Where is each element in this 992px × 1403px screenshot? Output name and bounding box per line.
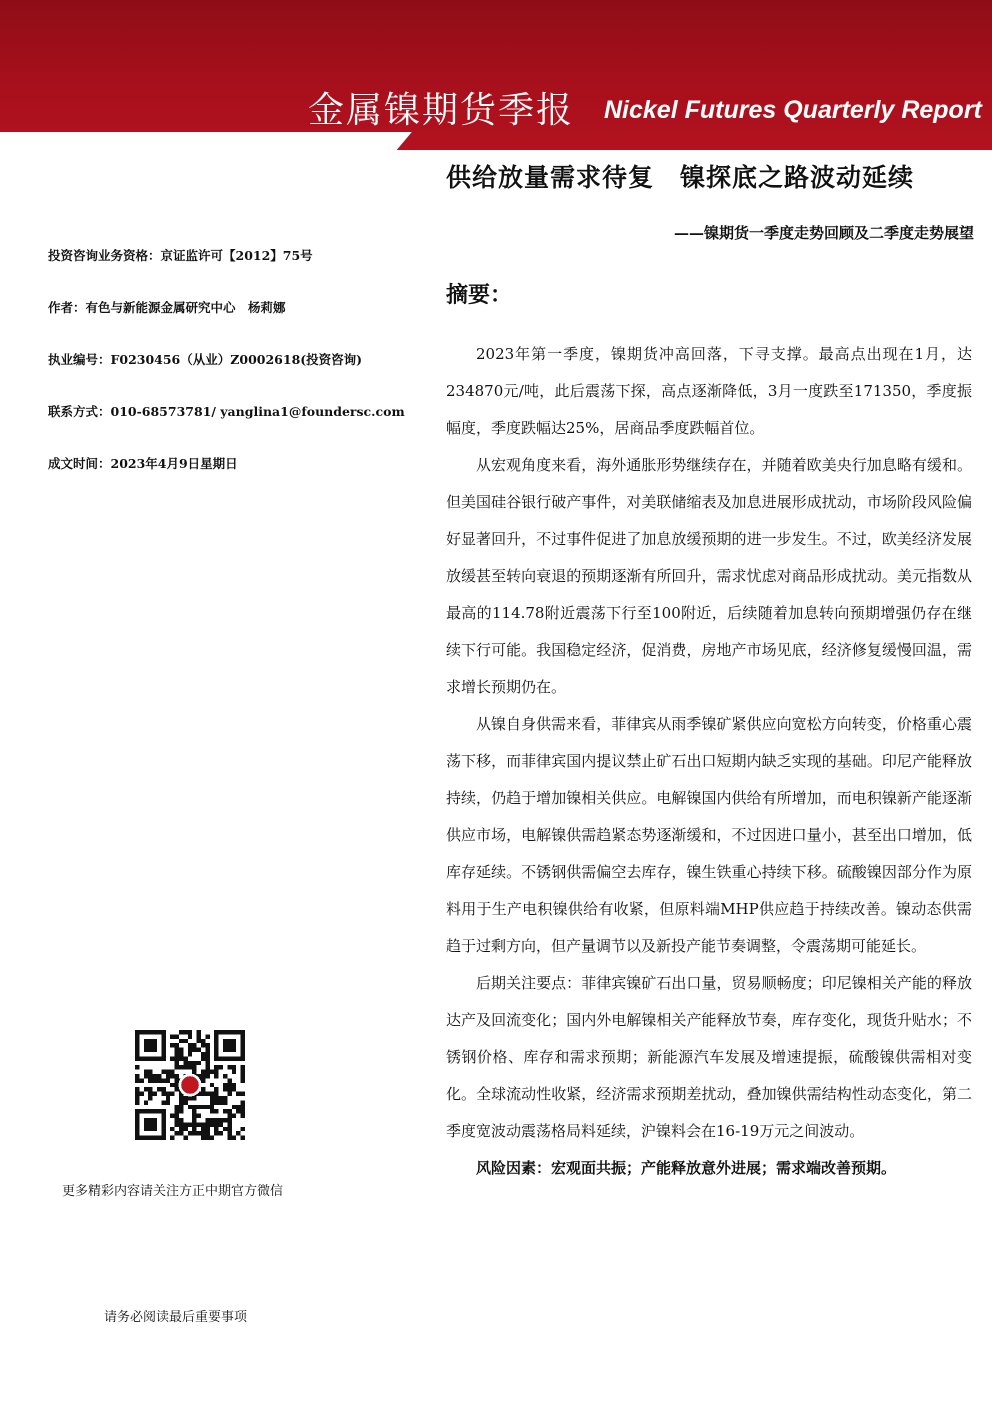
qr-module — [236, 1105, 240, 1109]
qr-module — [241, 1127, 245, 1131]
qr-module — [179, 1048, 183, 1052]
report-title-cn: 金属镍期货季报 — [308, 90, 575, 131]
qr-module — [175, 1078, 179, 1082]
qr-module — [219, 1100, 223, 1104]
qr-module — [170, 1136, 174, 1140]
qr-module — [223, 1100, 227, 1104]
qr-module — [201, 1043, 205, 1047]
qr-module — [210, 1096, 214, 1100]
qr-module — [241, 1092, 245, 1096]
qr-module — [236, 1131, 240, 1135]
qr-module — [197, 1114, 201, 1118]
summary-paragraph: 2023年第一季度，镍期货冲高回落，下寻支撑。最高点出现在1月，达234870元/吨，此后震荡下探，高点逐渐降低，3月一度跌至171350，季度振幅度，季度跌幅达25%，居商品季度跌幅首位。 — [446, 345, 972, 437]
qr-module — [183, 1122, 187, 1126]
qr-module — [227, 1087, 231, 1091]
qr-module — [205, 1092, 209, 1096]
qr-module — [183, 1136, 187, 1140]
banner-decoration — [0, 132, 412, 158]
qr-module — [201, 1070, 205, 1074]
qr-module — [201, 1122, 205, 1126]
qr-module — [192, 1061, 196, 1065]
qr-module — [170, 1083, 174, 1087]
qr-module — [157, 1078, 161, 1082]
qr-module — [175, 1131, 179, 1135]
qr-module — [205, 1034, 209, 1038]
qr-module — [175, 1048, 179, 1052]
qr-module — [227, 1092, 231, 1096]
qr-module — [232, 1114, 236, 1118]
qr-module — [205, 1048, 209, 1052]
qr-module — [197, 1131, 201, 1135]
qr-module — [241, 1070, 245, 1074]
qr-caption: 更多精彩内容请关注方正中期官方微信 — [62, 1184, 284, 1199]
qr-module — [153, 1078, 157, 1082]
qr-module — [205, 1136, 209, 1140]
qr-module — [161, 1078, 165, 1082]
qr-module — [201, 1136, 205, 1140]
qr-module — [201, 1092, 205, 1096]
qr-module — [144, 1087, 148, 1091]
qr-module — [219, 1131, 223, 1135]
qr-module — [175, 1052, 179, 1056]
qr-module — [135, 1078, 139, 1082]
qr-module — [214, 1127, 218, 1131]
qr-module — [179, 1131, 183, 1135]
qr-module — [223, 1118, 227, 1122]
qr-module — [227, 1131, 231, 1135]
qr-module — [175, 1109, 179, 1113]
qr-module — [214, 1100, 218, 1104]
meta-qualification: 投资咨询业务资格：京证监许可【2012】75号 — [48, 248, 313, 263]
qr-module — [170, 1034, 174, 1038]
qr-module — [170, 1114, 174, 1118]
qr-module — [227, 1114, 231, 1118]
qr-module — [135, 1074, 139, 1078]
qr-module — [214, 1096, 218, 1100]
qr-module — [148, 1096, 152, 1100]
qr-module — [241, 1136, 245, 1140]
qr-module — [232, 1136, 236, 1140]
qr-module — [188, 1131, 192, 1135]
qr-module — [201, 1105, 205, 1109]
summary-heading: 摘要： — [446, 282, 513, 308]
qr-module — [161, 1100, 165, 1104]
qr-module — [170, 1043, 174, 1047]
qr-module — [170, 1056, 174, 1060]
qr-module — [175, 1043, 179, 1047]
qr-module — [197, 1048, 201, 1052]
qr-module — [188, 1048, 192, 1052]
qr-module — [148, 1087, 152, 1091]
qr-module — [223, 1083, 227, 1087]
qr-module — [214, 1070, 218, 1074]
qr-module — [236, 1092, 240, 1096]
qr-module — [153, 1074, 157, 1078]
qr-module — [192, 1105, 196, 1109]
qr-module — [175, 1065, 179, 1069]
qr-module — [179, 1122, 183, 1126]
qr-module — [166, 1092, 170, 1096]
qr-module — [232, 1070, 236, 1074]
qr-module — [205, 1043, 209, 1047]
qr-module — [201, 1074, 205, 1078]
qr-module — [166, 1070, 170, 1074]
meta-contact: 联系方式：010-68573781/ yanglina1@foundersc.com — [48, 404, 405, 419]
qr-module — [241, 1100, 245, 1104]
qr-module — [210, 1083, 214, 1087]
qr-module — [223, 1087, 227, 1091]
qr-module — [201, 1087, 205, 1091]
qr-module — [179, 1105, 183, 1109]
qr-module — [188, 1065, 192, 1069]
qr-module — [179, 1100, 183, 1104]
meta-date: 成文时间：2023年4月9日星期日 — [48, 456, 238, 471]
qr-module — [210, 1136, 214, 1140]
qr-module — [192, 1122, 196, 1126]
qr-module — [192, 1114, 196, 1118]
qr-module — [192, 1127, 196, 1131]
qr-module — [161, 1070, 165, 1074]
qr-module — [179, 1109, 183, 1113]
qr-module — [175, 1056, 179, 1060]
qr-module — [205, 1074, 209, 1078]
qr-module — [227, 1078, 231, 1082]
qr-module — [223, 1074, 227, 1078]
qr-module — [135, 1087, 139, 1091]
qr-module — [179, 1096, 183, 1100]
qr-module — [241, 1078, 245, 1082]
qr-module — [192, 1048, 196, 1052]
qr-module — [170, 1092, 174, 1096]
qr-module — [144, 1074, 148, 1078]
company-logo-icon — [181, 1076, 199, 1094]
qr-module — [135, 1100, 139, 1104]
qr-module — [227, 1127, 231, 1131]
summary-paragraph: 从宏观角度来看，海外通胀形势继续存在，并随着欧美央行加息略有缓和。但美国硅谷银行破产事件，对美联储缩表及加息进展形成扰动，市场阶段风险偏好显著回升，不过事件促进了加息放缓预期的进一步发生。不过，欧美经济发展放缓甚至转向衰退的预期逐渐有所回升，需求忧虑对商品形成扰动。美元指数从最高的114.78附近震荡下行至100附近，后续随着加息转向预期增强仍存在继续下行可能。我国稳定经济，促消费，房地产市场见底，经济修复缓慢回温，需求增长预期仍在。 — [446, 456, 972, 696]
summary-paragraph: 从镍自身供需来看，菲律宾从雨季镍矿紧供应向宽松方向转变，价格重心震荡下移，而菲律宾国内提议禁止矿石出口短期内缺乏实现的基础。印尼产能释放持续，仍趋于增加镍相关供应。电解镍国内供给有所增加，而电积镍新产能逐渐供应市场，电解镍供需趋紧态势逐渐缓和，不过因进口量小，甚至出口增加，低库存延续。不锈钢供需偏空去库存，镍生铁重心持续下移。硫酸镍因部分作为原料用于生产电积镍供给有收紧，但原料端MHP供应趋于持续改善。镍动态供需趋于过剩方向，但产量调节以及新投产能节奏调整，令震荡期可能延长。 — [446, 715, 972, 955]
qr-module — [148, 1078, 152, 1082]
qr-module — [210, 1105, 214, 1109]
qr-module — [214, 1087, 218, 1091]
qr-module — [232, 1083, 236, 1087]
qr-module — [201, 1052, 205, 1056]
qr-module — [183, 1030, 187, 1034]
qr-module — [135, 1065, 139, 1069]
qr-module — [192, 1131, 196, 1135]
qr-module — [179, 1056, 183, 1060]
qr-module — [135, 1092, 139, 1096]
qr-module — [214, 1092, 218, 1096]
qr-module — [219, 1122, 223, 1126]
qr-module — [144, 1100, 148, 1104]
qr-module — [179, 1127, 183, 1131]
qr-module — [232, 1065, 236, 1069]
meta-license: 执业编号：F0230456（从业）Z0002618(投资咨询) — [48, 352, 363, 367]
qr-module — [223, 1109, 227, 1113]
qr-module — [192, 1065, 196, 1069]
qr-module — [214, 1131, 218, 1135]
qr-module — [210, 1100, 214, 1104]
qr-module — [170, 1074, 174, 1078]
qr-module — [201, 1056, 205, 1060]
qr-module — [175, 1087, 179, 1091]
qr-module — [188, 1034, 192, 1038]
qr-module — [219, 1118, 223, 1122]
qr-module — [197, 1039, 201, 1043]
qr-module — [223, 1127, 227, 1131]
summary-paragraph: 后期关注要点：菲律宾镍矿石出口量，贸易顺畅度；印尼镍相关产能的释放达产及回流变化；国内外电解镍相关产能释放节奏，库存变化，现货升贴水；不锈钢价格、库存和需求预期；新能源汽车发展及增速提振，硫酸镍供需相对变化。全球流动性收紧，经济需求预期差扰动，叠加镍供需结构性动态变化，第二季度宽波动震荡格局料延续，沪镍料会在16-19万元之间波动。 — [446, 974, 972, 1140]
qr-module — [205, 1118, 209, 1122]
qr-module — [210, 1109, 214, 1113]
qr-module — [192, 1070, 196, 1074]
qr-module — [192, 1043, 196, 1047]
report-headline: 供给放量需求待复 镍探底之路波动延续 — [446, 163, 915, 192]
qr-module — [179, 1039, 183, 1043]
qr-module — [183, 1100, 187, 1104]
qr-module — [210, 1122, 214, 1126]
qr-module — [188, 1061, 192, 1065]
qr-module — [175, 1034, 179, 1038]
qr-module — [188, 1052, 192, 1056]
qr-module — [170, 1127, 174, 1131]
qr-module — [179, 1052, 183, 1056]
qr-module — [161, 1087, 165, 1091]
qr-module — [210, 1092, 214, 1096]
qr-module — [241, 1105, 245, 1109]
qr-module — [241, 1074, 245, 1078]
qr-module — [188, 1030, 192, 1034]
qr-module — [175, 1061, 179, 1065]
qr-module — [205, 1065, 209, 1069]
qr-module — [183, 1056, 187, 1060]
qr-module — [139, 1092, 143, 1096]
qr-module — [197, 1061, 201, 1065]
qr-module — [166, 1078, 170, 1082]
qr-module — [135, 1096, 139, 1100]
qr-module — [148, 1092, 152, 1096]
qr-module — [205, 1105, 209, 1109]
qr-module — [214, 1109, 218, 1113]
qr-module — [201, 1078, 205, 1082]
qr-module — [166, 1074, 170, 1078]
qr-module — [205, 1131, 209, 1135]
qr-module — [227, 1065, 231, 1069]
qr-module — [192, 1109, 196, 1113]
qr-module — [210, 1118, 214, 1122]
qr-module — [183, 1065, 187, 1069]
qr-module — [179, 1065, 183, 1069]
qr-module — [241, 1065, 245, 1069]
qr-module — [219, 1065, 223, 1069]
qr-module — [166, 1096, 170, 1100]
qr-module — [201, 1127, 205, 1131]
qr-module — [175, 1105, 179, 1109]
qr-module — [197, 1105, 201, 1109]
qr-module — [227, 1136, 231, 1140]
qr-module — [188, 1122, 192, 1126]
report-title-en: Nickel Futures Quarterly Report — [604, 96, 982, 124]
qr-module — [188, 1043, 192, 1047]
qr-module — [227, 1083, 231, 1087]
qr-module — [192, 1096, 196, 1100]
qr-module — [175, 1118, 179, 1122]
qr-module — [188, 1105, 192, 1109]
qr-module — [214, 1074, 218, 1078]
qr-module — [179, 1118, 183, 1122]
qr-module — [188, 1096, 192, 1100]
qr-module — [214, 1122, 218, 1126]
qr-module — [175, 1083, 179, 1087]
qr-module — [227, 1122, 231, 1126]
qr-module — [139, 1078, 143, 1082]
qr-module — [157, 1074, 161, 1078]
qr-module — [205, 1122, 209, 1126]
qr-module — [183, 1039, 187, 1043]
qr-module — [232, 1087, 236, 1091]
qr-module — [205, 1061, 209, 1065]
qr-module — [148, 1070, 152, 1074]
qr-module — [219, 1096, 223, 1100]
qr-module — [223, 1096, 227, 1100]
qr-module — [148, 1074, 152, 1078]
qr-module — [183, 1061, 187, 1065]
qr-module — [157, 1087, 161, 1091]
qr-module — [232, 1105, 236, 1109]
qr-module — [241, 1114, 245, 1118]
qr-module — [214, 1065, 218, 1069]
risk-factors: 风险因素：宏观面共振；产能释放意外进展；需求端改善预期。 — [476, 1159, 897, 1177]
qr-module — [197, 1122, 201, 1126]
wechat-qr-code — [135, 1030, 245, 1140]
qr-module — [197, 1034, 201, 1038]
qr-module — [227, 1118, 231, 1122]
qr-module — [241, 1109, 245, 1113]
qr-module — [197, 1030, 201, 1034]
qr-module — [153, 1092, 157, 1096]
qr-module — [214, 1118, 218, 1122]
summary-body — [446, 336, 972, 1187]
qr-module — [179, 1030, 183, 1034]
qr-module — [166, 1100, 170, 1104]
qr-module — [183, 1096, 187, 1100]
qr-module — [201, 1131, 205, 1135]
qr-module — [175, 1122, 179, 1126]
report-subtitle: ——镍期货一季度走势回顾及二季度走势展望 — [673, 224, 974, 242]
qr-module — [236, 1109, 240, 1113]
qr-module — [183, 1127, 187, 1131]
qr-module — [175, 1074, 179, 1078]
qr-module — [227, 1109, 231, 1113]
meta-author: 作者：有色与新能源金属研究中心 杨莉娜 — [48, 300, 286, 315]
qr-module — [201, 1039, 205, 1043]
qr-module — [170, 1070, 174, 1074]
qr-module — [205, 1127, 209, 1131]
qr-module — [205, 1070, 209, 1074]
qr-module — [192, 1118, 196, 1122]
qr-module — [205, 1056, 209, 1060]
qr-module — [210, 1070, 214, 1074]
qr-module — [144, 1070, 148, 1074]
qr-module — [175, 1114, 179, 1118]
qr-module — [161, 1092, 165, 1096]
disclaimer-notice: 请务必阅读最后重要事项 — [104, 1310, 248, 1325]
qr-module — [205, 1052, 209, 1056]
